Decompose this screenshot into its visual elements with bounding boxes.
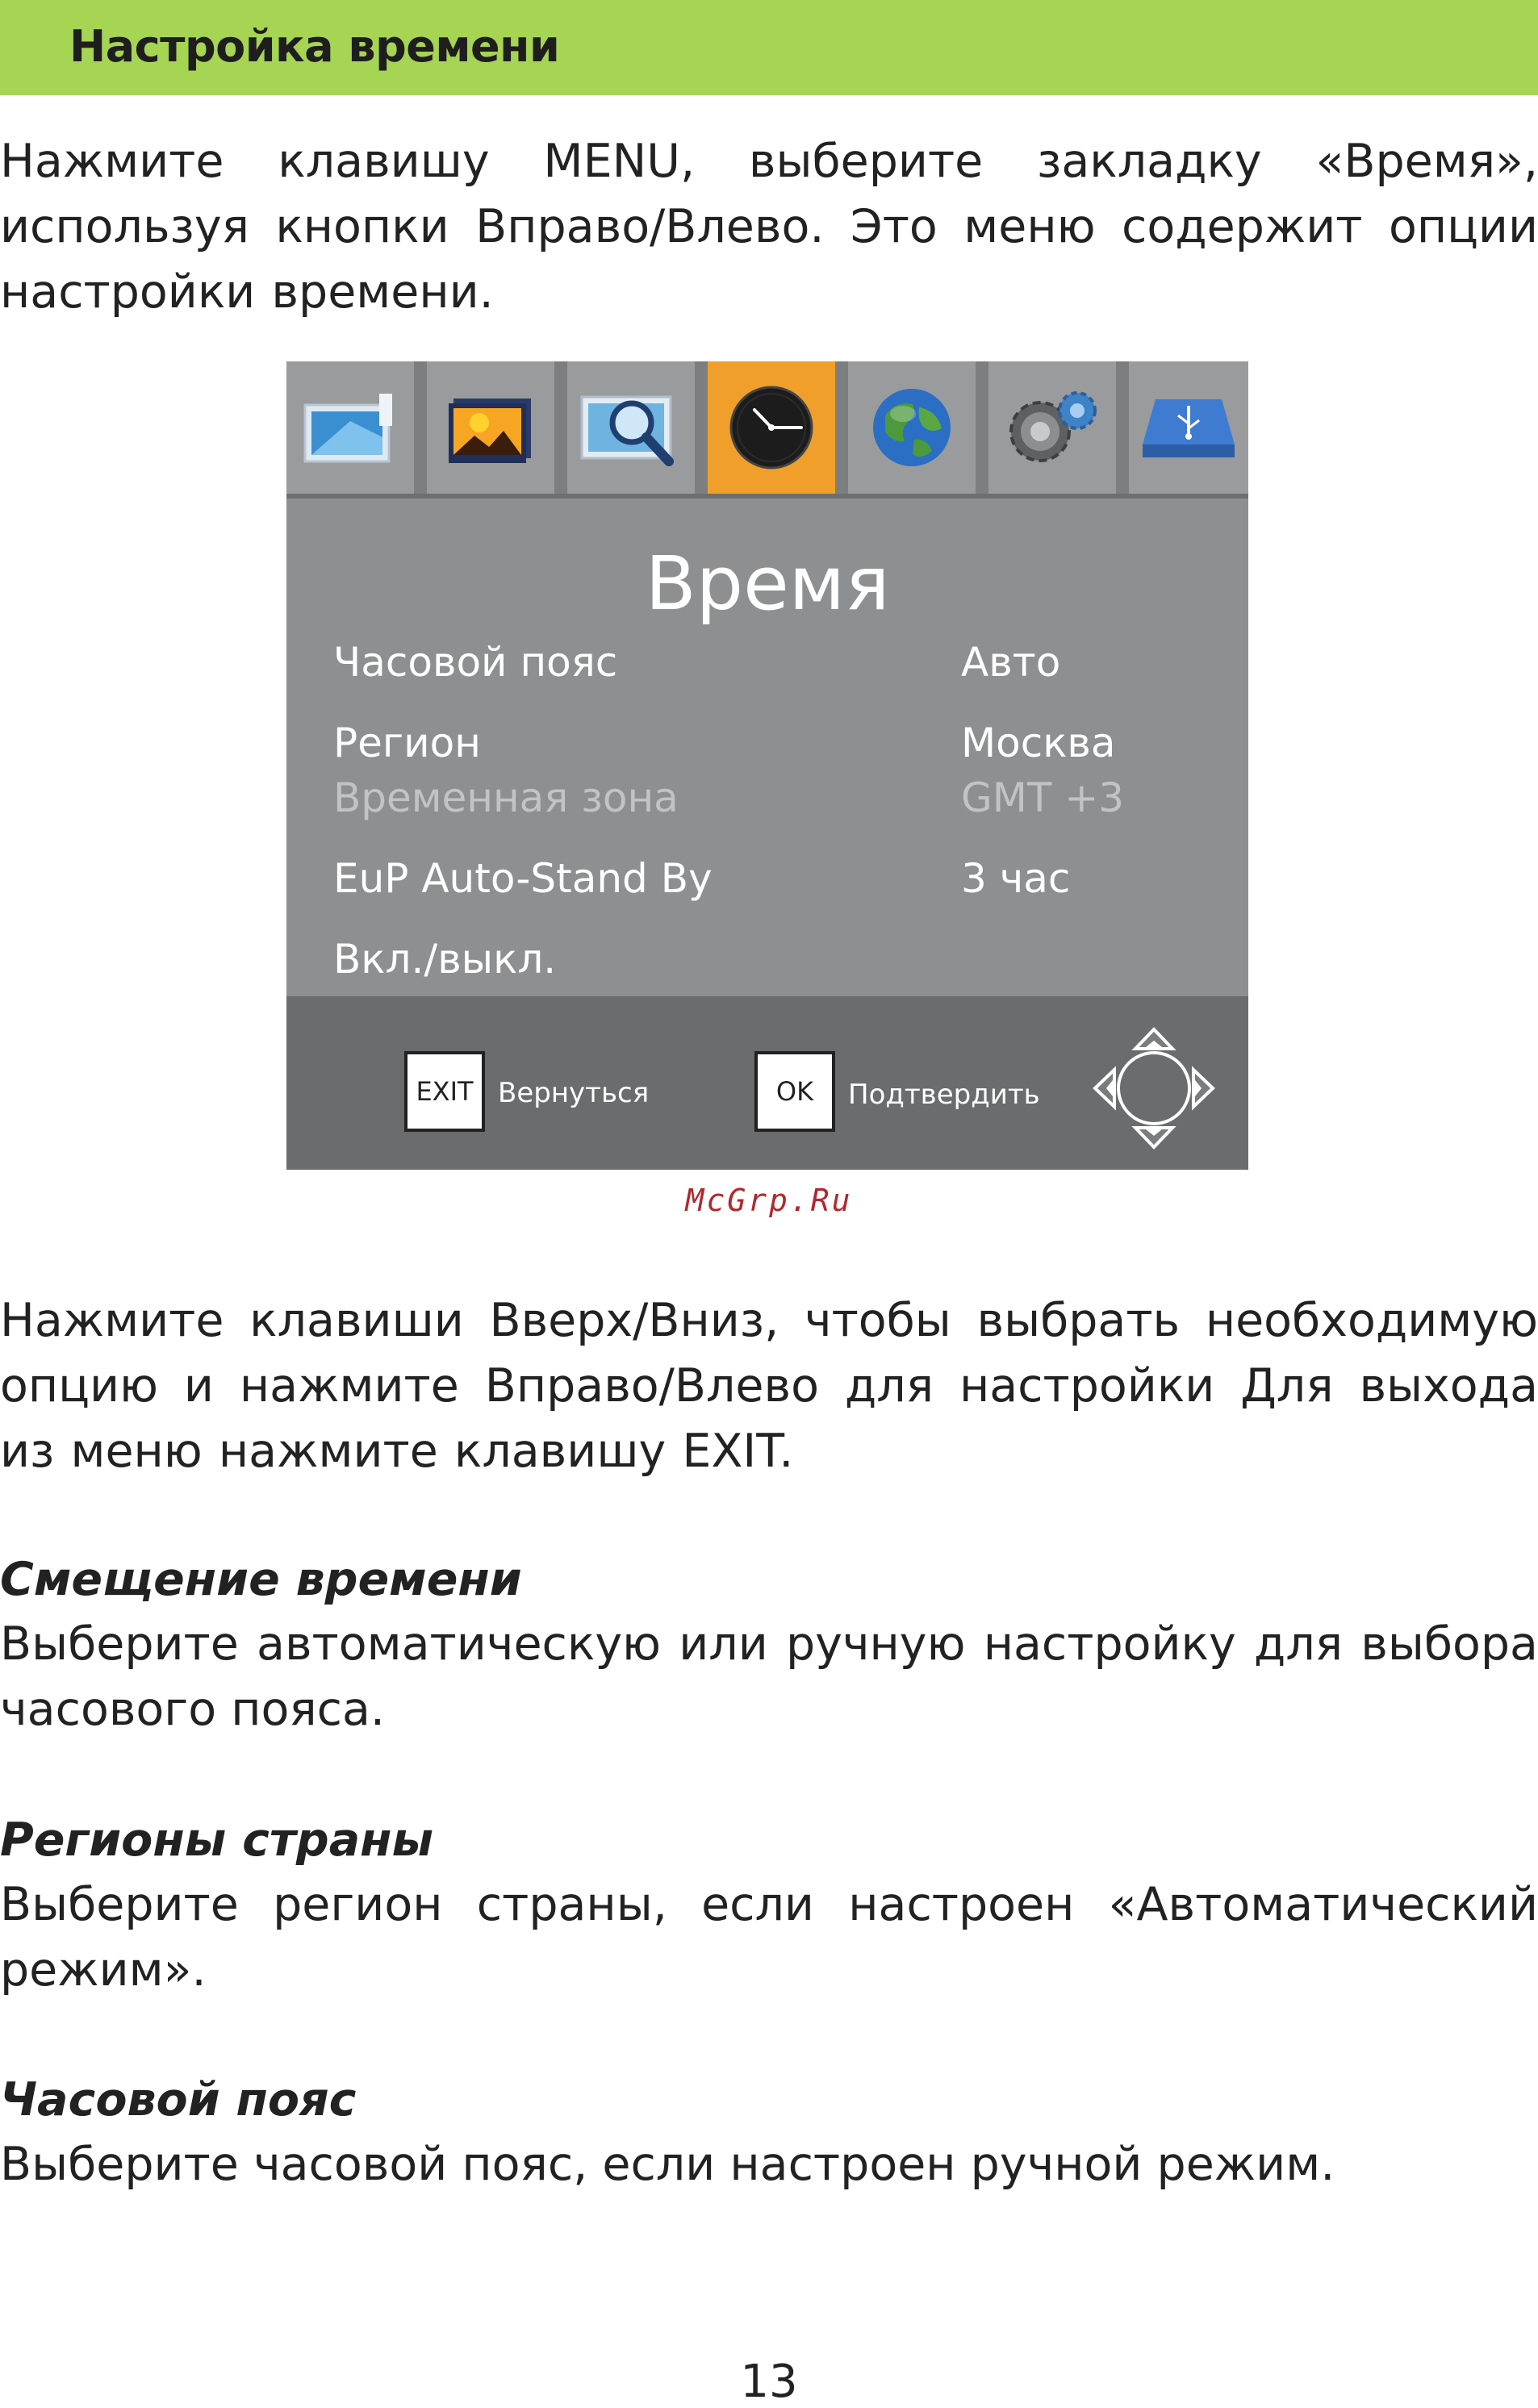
exit-caption: Вернуться	[498, 1077, 650, 1109]
tab-picture[interactable]	[286, 361, 414, 494]
tv-time-menu	[286, 361, 1248, 1170]
magnifier-icon	[579, 387, 683, 468]
picture-settings-icon	[302, 389, 399, 466]
navigation-paragraph: Нажмите клавиши Вверх/Вниз, чтобы выбрать необходимую опцию и нажмите Вправо/Влево для настройки Для выхода из меню нажмите клавишу EXIT.	[0, 1294, 1538, 1478]
option-value-timezone-mode: Авто	[961, 639, 1061, 686]
tab-search[interactable]	[567, 361, 695, 494]
gears-icon	[1000, 383, 1105, 472]
dpad-icon	[1085, 1020, 1222, 1157]
photo-icon	[442, 387, 539, 468]
intro-paragraph: Нажмите клавишу MENU, выберите закладку «Время», используя кнопки Вправо/Влево. Это меню содержит опции настройки времени.	[0, 135, 1538, 319]
tab-separator	[976, 361, 988, 494]
tab-usb[interactable]	[1129, 361, 1248, 494]
section-heading-country-regions: Регионы страны	[0, 1813, 434, 1867]
option-label-timezone-mode[interactable]: Часовой пояс	[333, 639, 618, 686]
exit-key[interactable]: EXIT	[404, 1051, 485, 1132]
option-label-auto-standby[interactable]: EuP Auto-Stand By	[333, 855, 713, 902]
watermark: McGrp.Ru	[685, 1183, 853, 1218]
menu-tab-bar	[286, 361, 1248, 499]
option-label-time-zone: Временная зона	[333, 774, 679, 821]
clock-icon	[727, 383, 816, 472]
section-heading-timezone: Часовой пояс	[0, 2073, 357, 2126]
tab-region[interactable]	[848, 361, 976, 494]
option-label-on-off[interactable]: Вкл./выкл.	[333, 936, 557, 983]
tab-separator	[695, 361, 708, 494]
tab-time[interactable]	[708, 361, 835, 494]
tab-separator	[835, 361, 848, 494]
tab-separator	[414, 361, 427, 494]
tab-photo[interactable]	[427, 361, 554, 494]
globe-icon	[867, 383, 956, 472]
section-text-time-offset: Выберите автоматическую или ручную настройку для выбора часового пояса.	[0, 1617, 1538, 1736]
option-value-time-zone: GMT +3	[961, 774, 1125, 821]
ok-caption: Подтвердить	[848, 1079, 1040, 1111]
section-heading-time-offset: Смещение времени	[0, 1553, 522, 1606]
section-text-country-regions: Выберите регион страны, если настроен «Автоматический режим».	[0, 1878, 1538, 1997]
menu-title: Время	[645, 540, 890, 627]
ok-key[interactable]: OK	[754, 1051, 835, 1132]
option-value-auto-standby: 3 час	[961, 855, 1071, 902]
header-bar	[0, 0, 1538, 95]
tab-settings[interactable]	[988, 361, 1116, 494]
tab-separator	[554, 361, 567, 494]
option-label-region[interactable]: Регион	[333, 720, 481, 766]
tab-bar-divider	[286, 494, 1248, 499]
tab-separator	[1116, 361, 1129, 494]
usb-drive-icon	[1136, 391, 1241, 464]
section-text-timezone: Выберите часовой пояс, если настроен ручной режим.	[0, 2138, 1335, 2191]
page-title: Настройка времени	[69, 21, 560, 72]
page-number: 13	[740, 2356, 798, 2408]
option-value-region: Москва	[961, 720, 1116, 766]
